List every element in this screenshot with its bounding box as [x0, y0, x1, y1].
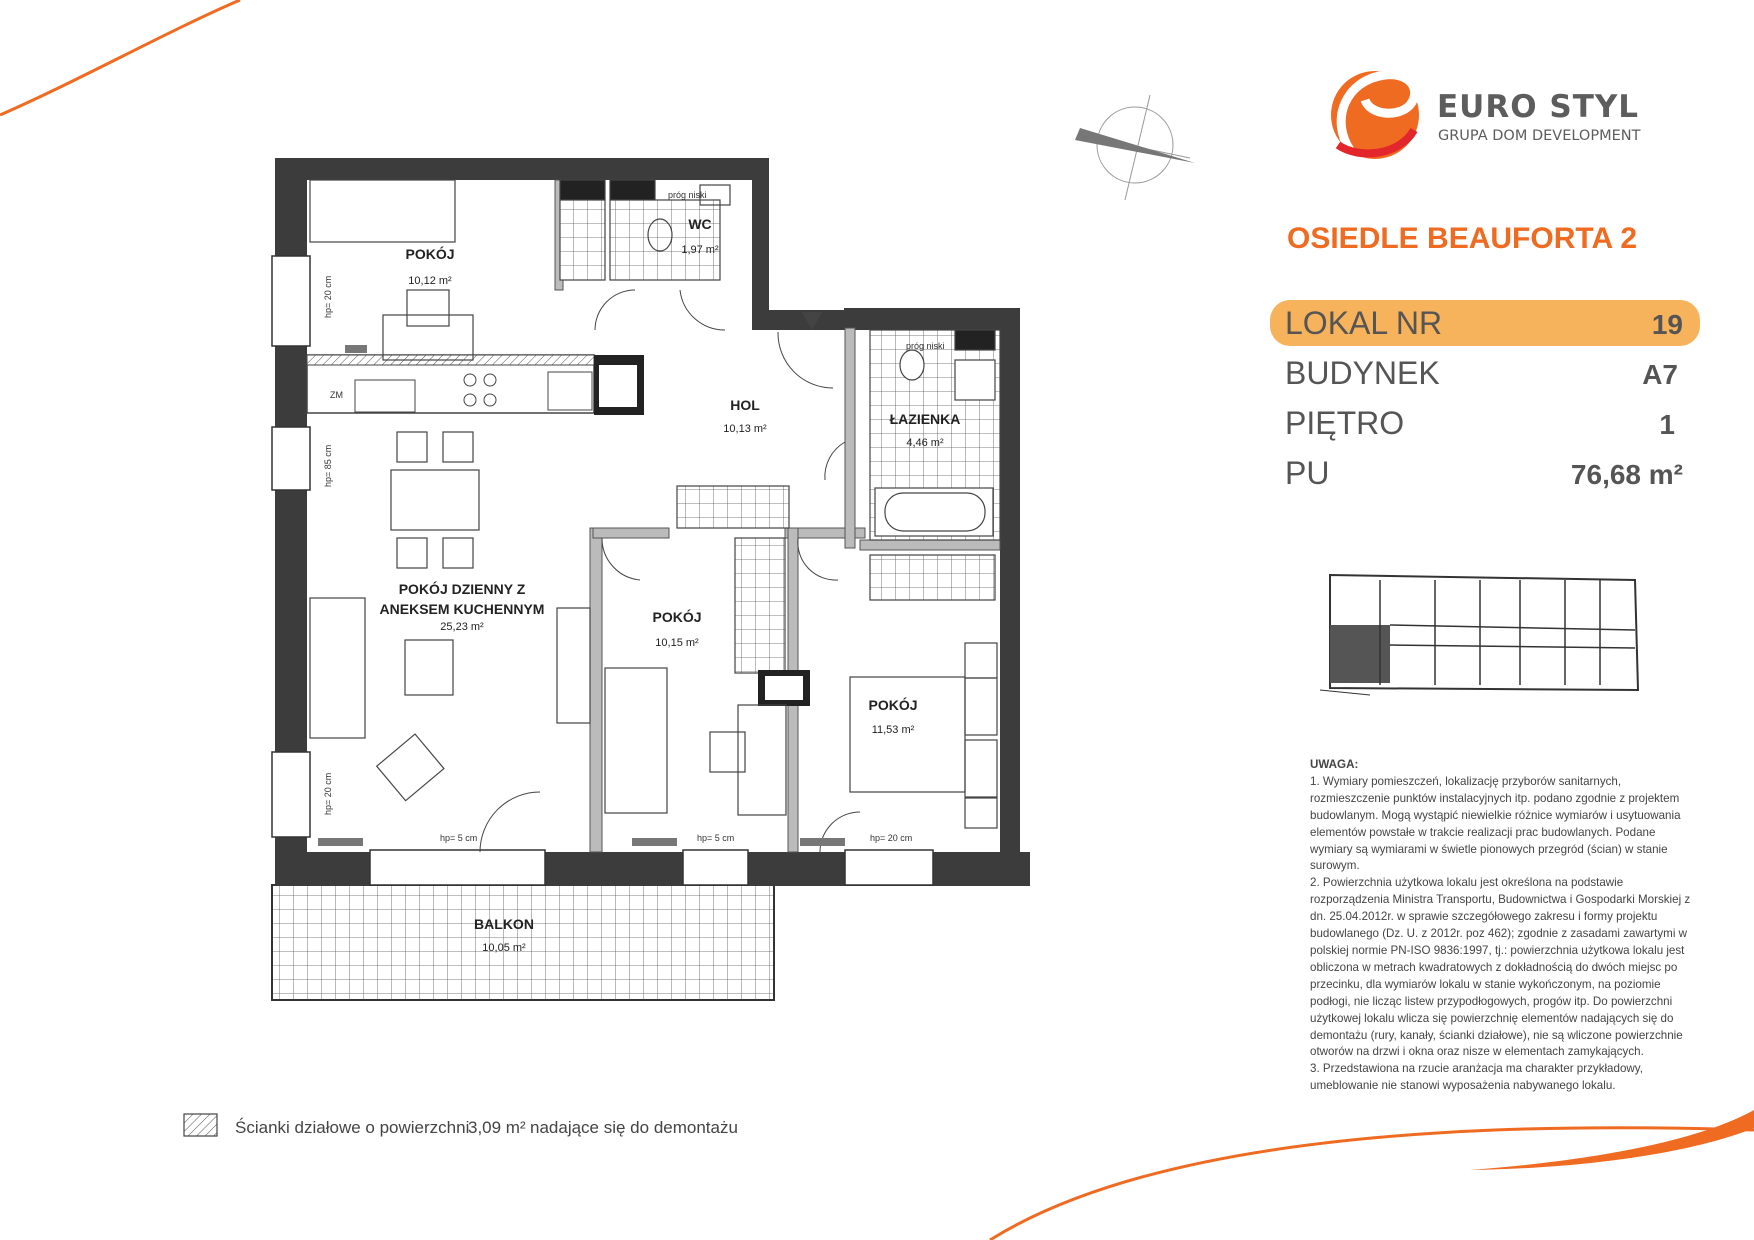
- estate-title: OSIEDLE BEAUFORTA 2: [1287, 222, 1638, 255]
- north-arrow-icon: [1075, 95, 1195, 200]
- room-name-dzienny-2: ANEKSEM KUCHENNYM: [379, 601, 545, 617]
- notes-item-2: 2. Powierzchnia użytkowa lokalu jest określona na podstawie rozporządzenia Ministra Transportu, Budownictwa i Gospodarki Morskiej z dn. 25.04.2012r. w sprawie szczegółowego zakresu i formy projektu budowlanego (Dz. U. z 2012r. poz 462); zgodnie z zasadami zawartymi w polskiej normie PN-ISO 9836:1997, tj.: powierzchnia użytkowa lokalu jest obliczona w metrach kwadratowych z dokładnością do dwóch miejsc po przecinku, dla wymiarów lokalu w stanie wykończonym, na poziomie podłogi, nie licząc listew przypodłogowych, progów itp. Do powierzchni użytkowej lokalu wlicza się powierzchnię elementów nadających się do demontażu (rury, kanały, ścianki działowe), nie są wliczone powierzchnie otworów na drzwi i okna oraz nisze w elementach zamykających.: [1310, 876, 1691, 1059]
- ventilation-shaft-inner: [765, 676, 803, 700]
- info-label-pu: PU: [1285, 455, 1330, 491]
- euro-styl-logo: [1331, 71, 1641, 159]
- annotation-prog-niski-wc: próg niski: [668, 190, 707, 200]
- logo-name: EURO STYL: [1437, 89, 1640, 125]
- room-area-dzienny: 25,23 m²: [440, 621, 484, 633]
- building-key-plan: [1320, 575, 1638, 695]
- legend-text: Ścianki działowe o powierzchni: [235, 1118, 470, 1137]
- room-name-wc: WC: [688, 216, 712, 232]
- notes-item-3: 3. Przedstawiona na rzucie aranżacja ma charakter przykładowy, umeblowanie nie stanowi wyposażenia nabywanego lokalu.: [1310, 1062, 1643, 1093]
- legend-suffix: nadające się do demontażu: [530, 1118, 738, 1137]
- annotation-hp-20-bottom: hp= 20 cm: [323, 772, 333, 815]
- annotation-prog-niski-bath: próg niski: [906, 341, 945, 351]
- room-name-hol: HOL: [730, 397, 760, 413]
- room-name-dzienny-1: POKÓJ DZIENNY Z: [398, 581, 526, 597]
- info-label-pietro: PIĘTRO: [1285, 405, 1405, 441]
- room-area-balkon: 10,05 m²: [482, 942, 526, 954]
- room-name-pokoj-mid: POKÓJ: [652, 609, 702, 625]
- notes-item-1: 1. Wymiary pomieszczeń, lokalizację przyborów sanitarnych, rozmieszczenie punktów instalacyjnych itp. podano zgodnie z projektem budowlanym. Mogą wystąpić niewielkie różnice wymiarów i usytuowania elementów powstałe w trakcie realizacji prac budowlanych. Podane wymiary są wymiarami w świetle pionowych przegród (ścian) w stanie surowym.: [1310, 774, 1681, 873]
- decorative-swoosh-bottom: [990, 1110, 1754, 1240]
- info-value-pietro: 1: [1659, 409, 1675, 440]
- room-area-pokoj-right: 11,53 m²: [871, 724, 915, 736]
- room-area-pokoj-top: 10,12 m²: [408, 275, 452, 287]
- annotation-zm: ZM: [330, 390, 343, 400]
- top-room-furniture: [310, 180, 473, 360]
- notes-title: UWAGA:: [1310, 758, 1359, 771]
- kitchen-counter: [307, 355, 644, 415]
- bathroom-fixtures: [870, 330, 1000, 540]
- annotation-hp-20-top: hp= 20 cm: [323, 275, 333, 318]
- legend-hatch-swatch: [184, 1114, 217, 1136]
- info-value-pu: 76,68 m²: [1570, 459, 1683, 490]
- info-value-lokal: 19: [1651, 309, 1683, 340]
- room-name-balkon: BALKON: [474, 916, 534, 932]
- apartment-info: [1270, 300, 1700, 491]
- decorative-swoosh-top: [0, 0, 240, 115]
- room-area-wc: 1,97 m²: [681, 244, 719, 256]
- legend: [184, 1114, 738, 1137]
- info-label-lokal: LOKAL NR: [1285, 305, 1443, 341]
- logo-subtitle: GRUPA DOM DEVELOPMENT: [1438, 128, 1641, 144]
- room-area-pokoj-mid: 10,15 m²: [655, 637, 699, 649]
- notes-block: [1310, 757, 1700, 1095]
- info-label-budynek: BUDYNEK: [1285, 355, 1440, 391]
- room-name-pokoj-right: POKÓJ: [868, 697, 918, 713]
- room-area-hol: 10,13 m²: [723, 423, 767, 435]
- room-area-lazienka: 4,46 m²: [906, 437, 944, 449]
- annotation-hp-5-left: hp= 5 cm: [440, 833, 478, 843]
- annotation-hp-85: hp= 85 cm: [323, 444, 333, 487]
- apartment-floor-plan: [272, 158, 1030, 1000]
- legend-area: 3,09 m²: [468, 1118, 526, 1137]
- annotation-hp-20-right: hp= 20 cm: [870, 833, 913, 843]
- room-name-lazienka: ŁAZIENKA: [889, 411, 961, 427]
- info-value-budynek: A7: [1642, 359, 1678, 390]
- room-name-pokoj-top: POKÓJ: [405, 246, 455, 262]
- annotation-hp-5-mid: hp= 5 cm: [697, 833, 735, 843]
